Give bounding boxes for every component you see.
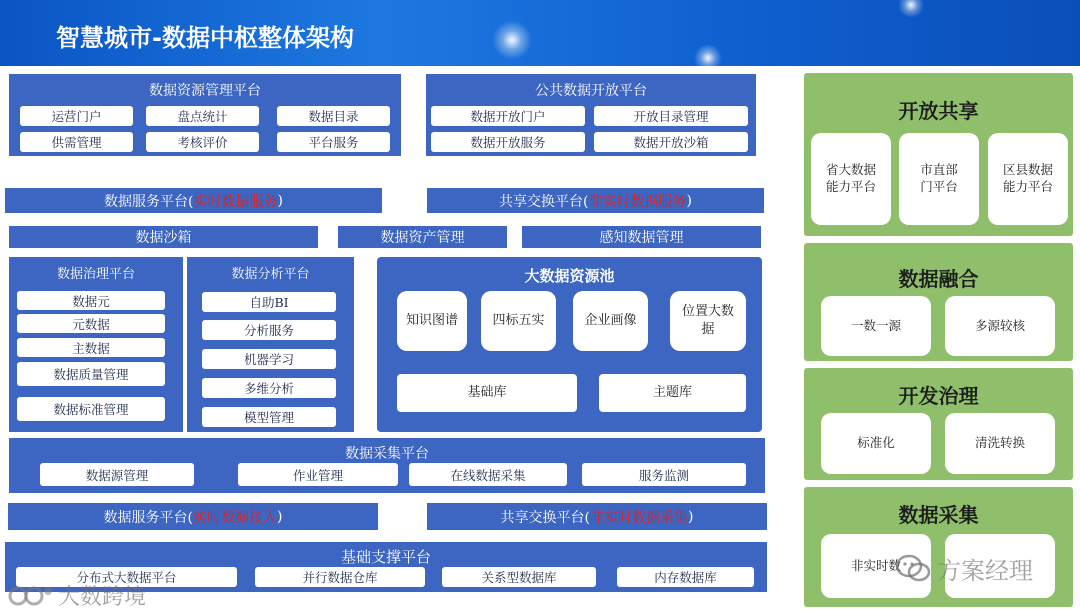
fusion-card: 多源较核 bbox=[945, 296, 1055, 356]
collection-item: 在线数据采集 bbox=[409, 463, 567, 486]
watermark-right-text: 方案经理 bbox=[937, 557, 1033, 585]
dev-governance-title: 开发治理 bbox=[898, 384, 979, 408]
big-data-pool bbox=[377, 257, 762, 432]
data-service-bar-realtime-ingest bbox=[8, 503, 378, 530]
analysis-item: 分析服务 bbox=[202, 320, 336, 340]
exchange-bar-nonrealtime-service bbox=[427, 188, 764, 213]
pool-card-four-five: 四标五实 bbox=[481, 291, 556, 351]
open-share-card: 区县数据能力平台 bbox=[988, 133, 1068, 225]
wechat-icon bbox=[895, 554, 931, 584]
foundation-title: 基础支撑平台 bbox=[340, 548, 431, 566]
foundation-item: 并行数据仓库 bbox=[255, 567, 425, 587]
governance-item: 元数据 bbox=[17, 314, 165, 333]
exchange-bar-nonrealtime-collect bbox=[427, 503, 767, 530]
pool-card-knowledge-graph: 知识图谱 bbox=[397, 291, 467, 351]
governance-item: 数据质量管理 bbox=[17, 362, 165, 386]
fusion-card: 一数一源 bbox=[821, 296, 931, 356]
open-share-title: 开放共享 bbox=[898, 99, 979, 123]
bar-highlight: 实时数据接入 bbox=[193, 509, 277, 526]
resource-item: 运营门户 bbox=[20, 106, 133, 126]
resource-item: 数据目录 bbox=[277, 106, 390, 126]
analysis-item: 多维分析 bbox=[202, 378, 336, 398]
foundation-item: 分布式大数据平台 bbox=[16, 567, 237, 587]
analysis-item: 模型管理 bbox=[202, 407, 336, 427]
open-item: 开放目录管理 bbox=[594, 106, 748, 126]
bar-label: 共享交换平台( bbox=[500, 509, 590, 526]
collection-platform bbox=[9, 438, 765, 493]
open-item: 数据开放门户 bbox=[431, 106, 585, 126]
pool-title: 大数据资源池 bbox=[524, 267, 615, 285]
dev-governance-card: 清洗转换 bbox=[945, 413, 1055, 474]
resource-item: 平台服务 bbox=[277, 132, 390, 152]
governance-title: 数据治理平台 bbox=[56, 267, 135, 282]
collect-card: 非实时数 bbox=[821, 534, 931, 598]
analysis-platform bbox=[187, 257, 354, 432]
header-banner bbox=[0, 0, 1080, 66]
bar-label: 共享交换平台( bbox=[499, 193, 589, 210]
collection-item: 作业管理 bbox=[238, 463, 398, 486]
resource-item: 盘点统计 bbox=[146, 106, 259, 126]
open-data-platform bbox=[426, 74, 756, 156]
analysis-title: 数据分析平台 bbox=[231, 267, 310, 282]
open-share-card: 省大数据能力平台 bbox=[811, 133, 891, 225]
governance-item: 主数据 bbox=[17, 338, 165, 357]
collect-title: 数据采集 bbox=[898, 503, 979, 527]
open-share-panel bbox=[804, 73, 1073, 236]
collection-item: 数据源管理 bbox=[40, 463, 194, 486]
pool-card-location-data: 位置大数据 bbox=[670, 291, 746, 351]
open-item: 数据开放沙箱 bbox=[594, 132, 748, 152]
bar-highlight: 非实时数据服务 bbox=[588, 193, 687, 210]
dev-governance-card: 标准化 bbox=[821, 413, 931, 474]
open-share-card: 市直部门平台 bbox=[899, 133, 979, 225]
collection-title: 数据采集平台 bbox=[345, 446, 429, 462]
watermark-left bbox=[8, 580, 146, 611]
data-asset-mgmt-bar: 数据资产管理 bbox=[338, 226, 507, 248]
resource-mgmt-platform bbox=[9, 74, 401, 156]
dev-governance-panel bbox=[804, 368, 1073, 480]
analysis-item: 机器学习 bbox=[202, 349, 336, 369]
bar-highlight: 实时数据服务 bbox=[193, 193, 278, 210]
fusion-title: 数据融合 bbox=[898, 267, 979, 291]
page-title: 智慧城市-数据中枢整体架构 bbox=[56, 24, 354, 52]
bar-label: 数据服务平台( bbox=[103, 509, 193, 526]
analysis-item: 自助BI bbox=[202, 292, 336, 312]
theme-library: 主题库 bbox=[599, 374, 746, 412]
bar-end: ) bbox=[688, 508, 694, 525]
open-platform-title: 公共数据开放平台 bbox=[535, 83, 647, 99]
governance-item: 数据标准管理 bbox=[17, 397, 165, 421]
resource-item: 供需管理 bbox=[20, 132, 133, 152]
governance-item: 数据元 bbox=[17, 291, 165, 310]
pool-card-enterprise-profile: 企业画像 bbox=[573, 291, 648, 351]
resource-item: 考核评价 bbox=[146, 132, 259, 152]
foundation-item: 关系型数据库 bbox=[442, 567, 596, 587]
bar-highlight: 非实时数据采集 bbox=[590, 509, 688, 526]
bar-end: ) bbox=[277, 508, 283, 525]
governance-platform bbox=[9, 257, 183, 432]
watermark-right bbox=[895, 551, 1033, 586]
resource-mgmt-title: 数据资源管理平台 bbox=[149, 83, 261, 99]
collect-panel bbox=[804, 487, 1073, 607]
watermark-logo-icon bbox=[8, 583, 54, 609]
foundation-item: 内存数据库 bbox=[617, 567, 754, 587]
bar-end: ) bbox=[686, 192, 692, 209]
bar-end: ) bbox=[277, 192, 283, 209]
bar-label: 数据服务平台( bbox=[104, 193, 194, 210]
open-item: 数据开放服务 bbox=[431, 132, 585, 152]
data-sandbox-bar: 数据沙箱 bbox=[9, 226, 318, 248]
data-service-bar-realtime bbox=[5, 188, 382, 213]
watermark-left-text: 大数跨境 bbox=[58, 585, 147, 610]
collection-item: 服务监测 bbox=[582, 463, 746, 486]
sensing-data-mgmt-bar: 感知数据管理 bbox=[522, 226, 761, 248]
fusion-panel bbox=[804, 243, 1073, 361]
base-library: 基础库 bbox=[397, 374, 577, 412]
